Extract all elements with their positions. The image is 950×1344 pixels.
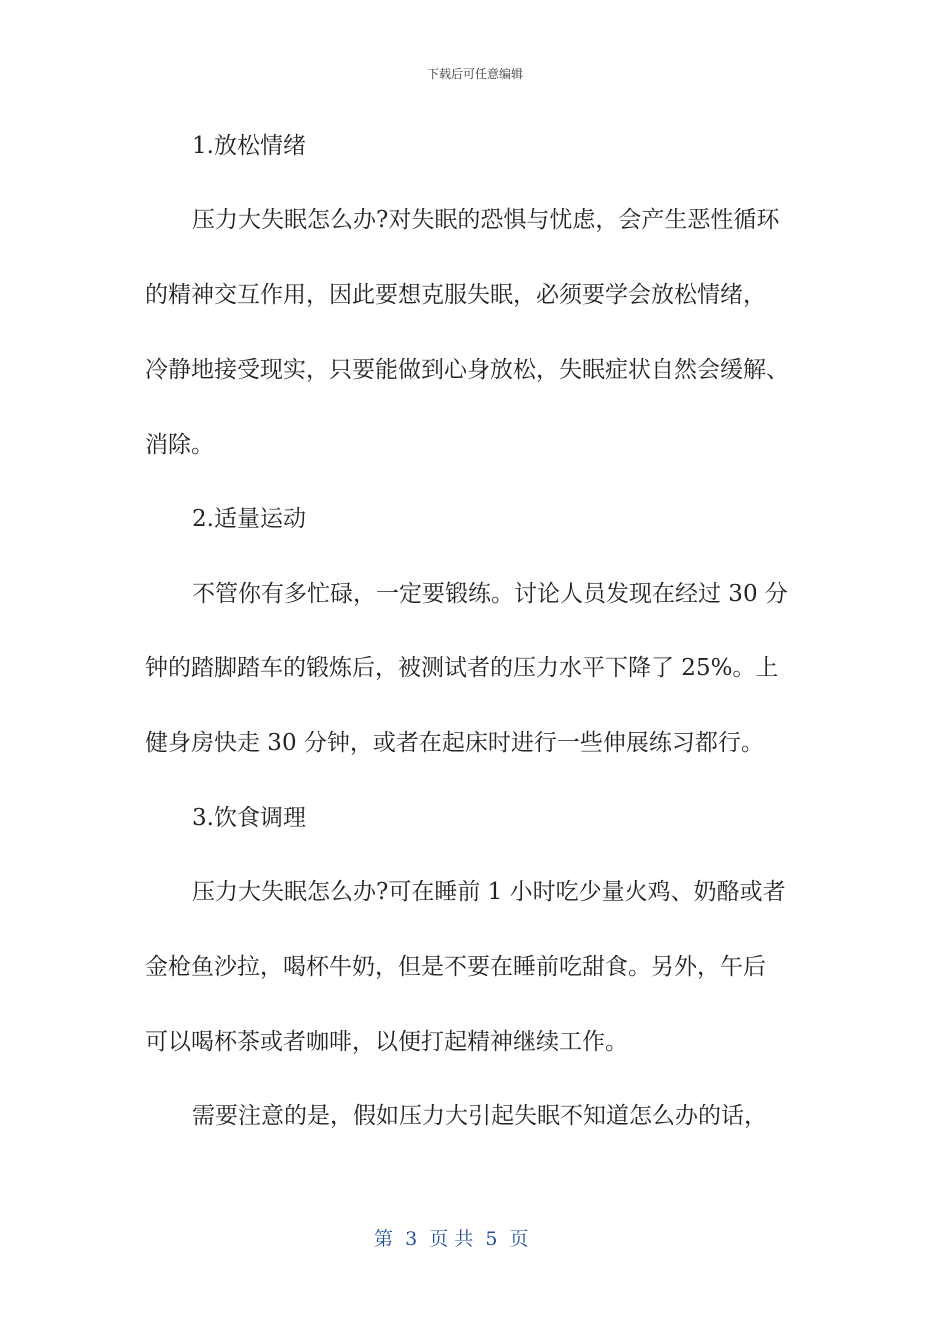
paragraph-line: 需要注意的是，假如压力大引起失眠不知道怎么办的话， xyxy=(192,1103,767,1129)
paragraph-line: 压力大失眠怎么办?可在睡前 1 小时吃少量火鸡、奶酪或者 xyxy=(192,879,786,905)
heading-moderate-exercise: 2.适量运动 xyxy=(192,506,306,532)
paragraph-line: 不管你有多忙碌，一定要锻练。讨论人员发现在经过 30 分 xyxy=(192,581,788,607)
paragraph-line: 健身房快走 30 分钟，或者在起床时进行一些伸展练习都行。 xyxy=(145,730,764,756)
paragraph-line: 的精神交互作用，因此要想克服失眠，必须要学会放松情绪， xyxy=(145,282,766,308)
paragraph-line: 压力大失眠怎么办?对失眠的恐惧与忧虑，会产生恶性循环 xyxy=(192,207,780,233)
paragraph-line: 钟的踏脚踏车的锻炼后，被测试者的压力水平下降了 25%。上 xyxy=(145,655,779,681)
page-header-note: 下载后可任意编辑 xyxy=(426,67,523,81)
heading-relax-emotions: 1.放松情绪 xyxy=(192,133,306,159)
page-number-footer: 第 3 页 共 5 页 xyxy=(374,1228,529,1250)
paragraph-line: 可以喝杯茶或者咖啡，以便打起精神继续工作。 xyxy=(145,1029,628,1055)
paragraph-line: 冷静地接受现实，只要能做到心身放松，失眠症状自然会缓解、 xyxy=(145,357,789,383)
paragraph-line: 消除。 xyxy=(145,432,214,458)
paragraph-line: 金枪鱼沙拉，喝杯牛奶，但是不要在睡前吃甜食。另外，午后 xyxy=(145,954,766,980)
heading-diet-adjustment: 3.饮食调理 xyxy=(192,805,306,831)
